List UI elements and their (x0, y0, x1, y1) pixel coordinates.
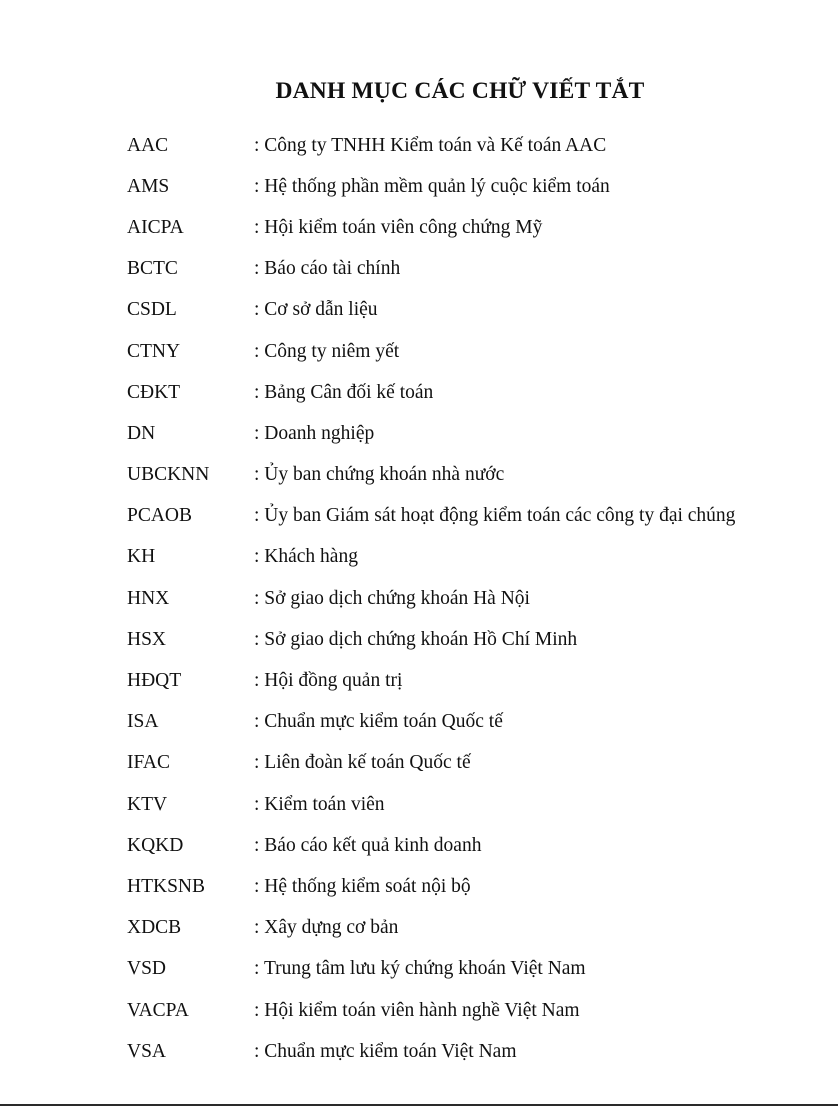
list-item (127, 537, 735, 578)
abbreviation: AAC (127, 134, 169, 156)
definition: : Trung tâm lưu ký chứng khoán Việt Nam (254, 958, 586, 980)
definition: : Xây dựng cơ bản (254, 917, 399, 939)
abbreviation: HĐQT (127, 670, 182, 692)
list-item (127, 496, 735, 537)
definition: : Hội kiểm toán viên công chứng Mỹ (254, 216, 543, 238)
list-item (127, 413, 735, 454)
list-item (127, 1031, 735, 1072)
list-item (127, 455, 735, 496)
definition: : Bảng Cân đối kế toán (254, 381, 434, 403)
definition: : Cơ sở dẫn liệu (254, 299, 378, 321)
page-title: DANH MỤC CÁC CHỮ VIẾT TẮT (275, 78, 645, 104)
definition: : Kiểm toán viên (254, 793, 385, 815)
abbreviation: KH (127, 546, 156, 568)
list-item (127, 249, 735, 290)
abbreviation: ISA (127, 711, 159, 733)
definition: : Công ty niêm yết (254, 340, 400, 362)
definition: : Báo cáo tài chính (254, 258, 401, 280)
abbreviation: CSDL (127, 299, 177, 321)
abbreviation: HTKSNB (127, 875, 206, 897)
list-item (127, 825, 735, 866)
list-item (127, 908, 735, 949)
abbreviation: CTNY (127, 340, 181, 362)
abbreviation: CĐKT (127, 381, 181, 403)
definition: : Chuẩn mực kiểm toán Việt Nam (254, 1040, 517, 1062)
abbreviation: IFAC (127, 752, 170, 774)
list-item (127, 866, 735, 907)
definition: : Hệ thống phần mềm quản lý cuộc kiểm toán (254, 175, 610, 197)
list-item (127, 578, 735, 619)
list-item (127, 331, 735, 372)
definition: : Hội đồng quản trị (254, 670, 403, 692)
list-item (127, 660, 735, 701)
list-item (127, 784, 735, 825)
list-item (127, 290, 735, 331)
definition: : Hội kiểm toán viên hành nghề Việt Nam (254, 999, 580, 1021)
list-item (127, 702, 735, 743)
abbreviation: XDCB (127, 917, 182, 939)
list-item (127, 166, 735, 207)
abbreviation: VSA (127, 1040, 167, 1062)
list-item (127, 949, 735, 990)
definition: : Sở giao dịch chứng khoán Hồ Chí Minh (254, 628, 578, 650)
definition: : Báo cáo kết quả kinh doanh (254, 834, 482, 856)
abbreviation: HNX (127, 587, 170, 609)
definition: : Liên đoàn kế toán Quốc tế (254, 752, 471, 774)
abbreviation: DN (127, 422, 156, 444)
abbreviation: UBCKNN (127, 464, 210, 486)
list-item (127, 743, 735, 784)
abbreviation: VSD (127, 958, 167, 980)
abbreviation: AICPA (127, 216, 184, 238)
page-bottom-rule (0, 1104, 838, 1106)
list-item (127, 372, 735, 413)
abbreviation: AMS (127, 175, 170, 197)
definition: : Doanh nghiệp (254, 422, 375, 444)
abbreviation: KTV (127, 793, 168, 815)
abbreviation: HSX (127, 628, 167, 650)
abbreviation: VACPA (127, 999, 189, 1021)
list-item (127, 990, 735, 1031)
list-item (127, 619, 735, 660)
definition: : Ủy ban chứng khoán nhà nước (254, 464, 505, 486)
definition: : Sở giao dịch chứng khoán Hà Nội (254, 587, 530, 609)
abbreviation: BCTC (127, 258, 178, 280)
definition: : Hệ thống kiểm soát nội bộ (254, 875, 471, 897)
list-item (127, 125, 735, 166)
abbreviation-list (127, 125, 735, 1072)
abbreviation: KQKD (127, 834, 184, 856)
definition: : Khách hàng (254, 546, 358, 568)
list-item (127, 207, 735, 248)
definition: : Chuẩn mực kiểm toán Quốc tế (254, 711, 503, 733)
abbreviation: PCAOB (127, 505, 193, 527)
definition: : Ủy ban Giám sát hoạt động kiểm toán các công ty đại chúng (254, 505, 736, 527)
definition: : Công ty TNHH Kiểm toán và Kế toán AAC (254, 134, 607, 156)
